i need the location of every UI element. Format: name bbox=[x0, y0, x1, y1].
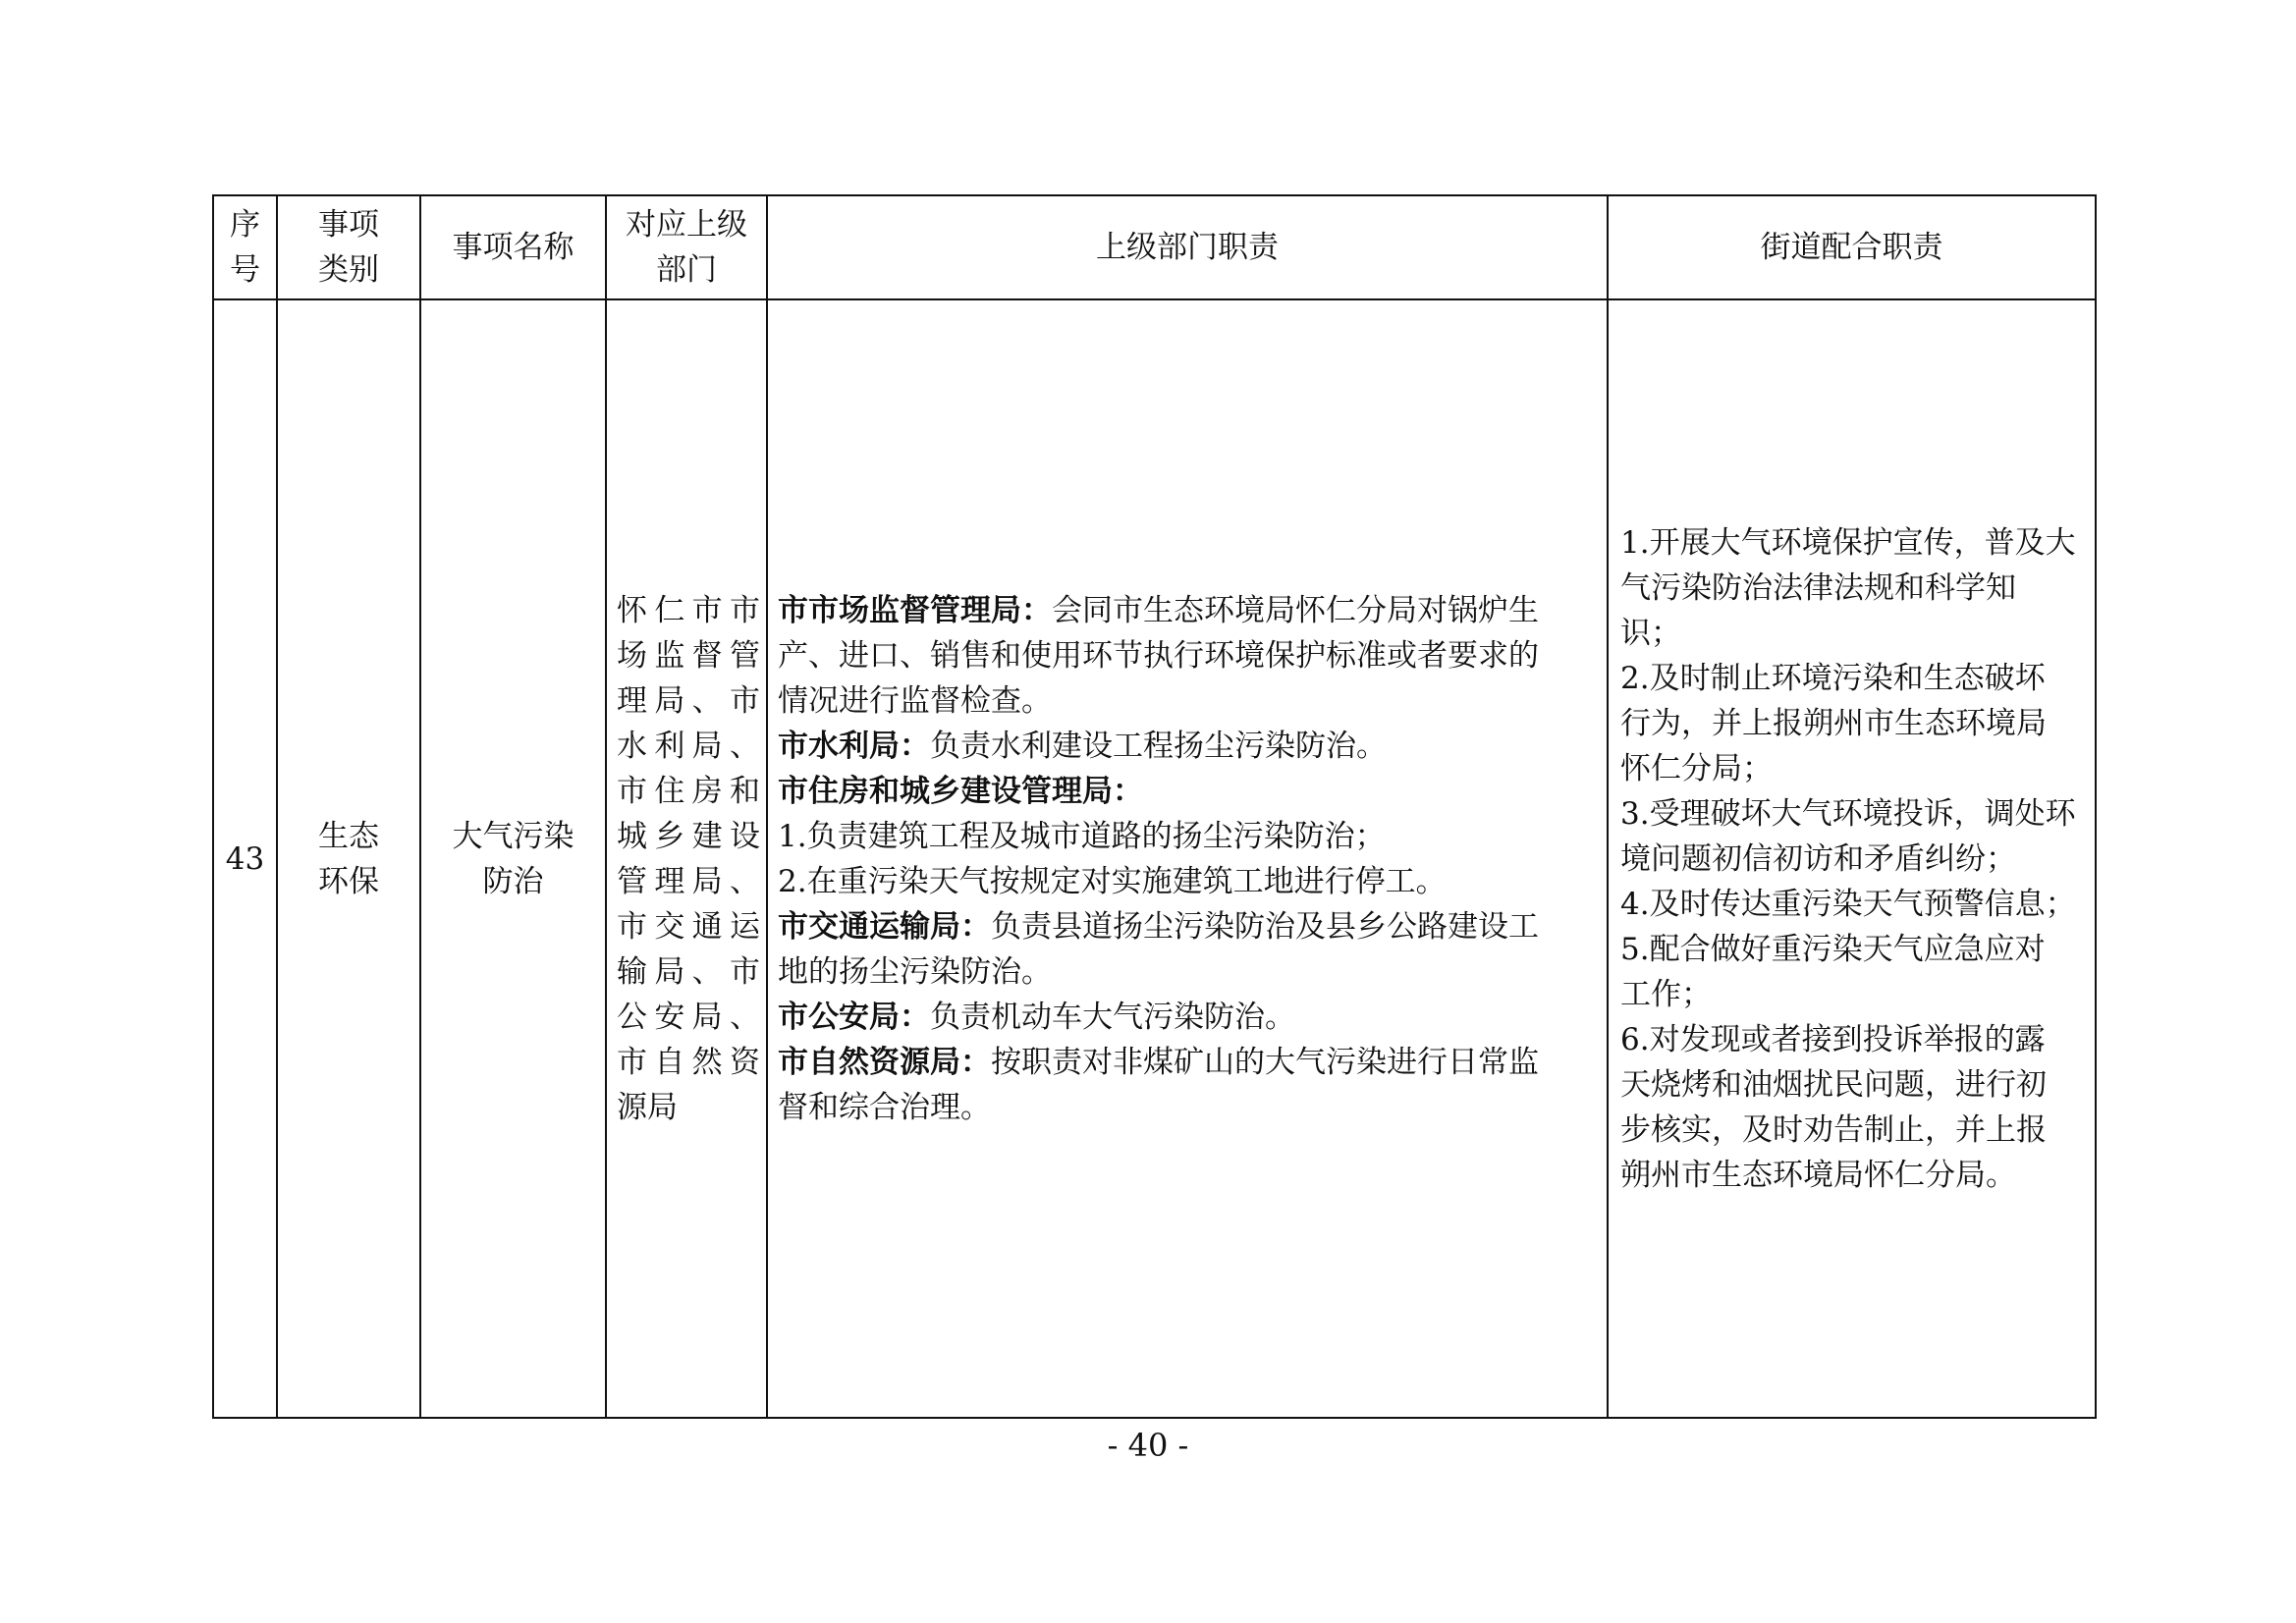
street-duty-line: 步核实，及时劝告制止，并上报 bbox=[1620, 1111, 2047, 1148]
cell-item-name: 大气污染 防治 bbox=[420, 299, 606, 1418]
duty-line: 情况进行监督检查。 bbox=[778, 682, 1052, 719]
header-superior-duty: 上级部门职责 bbox=[767, 195, 1608, 299]
street-duty-line: 怀仁分局； bbox=[1620, 750, 1773, 786]
dept-line: 场监督管 bbox=[617, 637, 760, 674]
street-duty-line: 3.受理破坏大气环境投诉，调处环 bbox=[1620, 795, 2076, 832]
street-duty-line: 工作； bbox=[1620, 976, 1712, 1012]
table-row bbox=[213, 299, 2096, 1418]
dept-line: 怀仁市市 bbox=[617, 592, 760, 628]
dept-line: 公安局、 bbox=[617, 999, 760, 1035]
cell-superior-dept bbox=[606, 299, 767, 1418]
duty-line bbox=[778, 769, 1597, 814]
cell-category: 生态 环保 bbox=[277, 299, 420, 1418]
cell-seq: 43 bbox=[213, 299, 277, 1418]
dept-line: 理局、市 bbox=[617, 682, 760, 719]
dept-line: 输局、市 bbox=[617, 953, 760, 990]
cell-superior-duty bbox=[767, 299, 1608, 1418]
street-duty-line: 6.对发现或者接到投诉举报的露 bbox=[1620, 1021, 2046, 1057]
dept-line: 市交通运 bbox=[617, 908, 760, 945]
duty-line: 地的扬尘污染防治。 bbox=[778, 953, 1052, 990]
dept-line: 城乡建设 bbox=[617, 818, 760, 854]
header-seq: 序 号 bbox=[213, 195, 277, 299]
street-duty-line: 1.开展大气环境保护宣传，普及大 bbox=[1620, 524, 2076, 561]
street-duty-line: 气污染防治法律法规和科学知 bbox=[1620, 569, 2016, 606]
dept-label: 市水利局： bbox=[778, 728, 930, 764]
dept-line: 市自然资 bbox=[617, 1044, 760, 1080]
duty-table bbox=[212, 194, 2097, 1419]
dept-label: 市交通运输局： bbox=[778, 908, 991, 945]
header-item-name: 事项名称 bbox=[420, 195, 606, 299]
duty-line: 市市场监督管理局：会同市生态环境局怀仁分局对锅炉生 bbox=[778, 592, 1539, 628]
table-header-row bbox=[213, 195, 2096, 299]
duty-line: 2.在重污染天气按规定对实施建筑工地进行停工。 bbox=[778, 863, 1447, 899]
dept-line: 源局 bbox=[617, 1089, 678, 1125]
cell-street-duty bbox=[1608, 299, 2096, 1418]
street-duty-line: 行为，并上报朔州市生态环境局 bbox=[1620, 705, 2047, 741]
header-category: 事项 类别 bbox=[277, 195, 420, 299]
street-duty-line: 境问题初信初访和矛盾纠纷； bbox=[1620, 840, 2016, 877]
duty-line: 督和综合治理。 bbox=[778, 1089, 991, 1125]
duty-line: 1.负责建筑工程及城市道路的扬尘污染防治； bbox=[778, 818, 1386, 854]
street-duty-line: 识； bbox=[1620, 615, 1681, 651]
dept-line: 水利局、 bbox=[617, 728, 760, 764]
dept-label: 市公安局： bbox=[778, 999, 930, 1035]
duty-line: 产、进口、销售和使用环节执行环境保护标准或者要求的 bbox=[778, 637, 1539, 674]
dept-line: 管理局、 bbox=[617, 863, 760, 899]
dept-label: 市住房和城乡建设管理局： bbox=[778, 773, 1143, 809]
duty-line: 市交通运输局：负责县道扬尘污染防治及县乡公路建设工 bbox=[778, 908, 1539, 945]
dept-label: 市市场监督管理局： bbox=[778, 592, 1052, 628]
dept-label: 市自然资源局： bbox=[778, 1044, 991, 1080]
duty-line: 市自然资源局：按职责对非煤矿山的大气污染进行日常监 bbox=[778, 1044, 1539, 1080]
duty-line: 市水利局：负责水利建设工程扬尘污染防治。 bbox=[778, 728, 1387, 764]
header-street-duty: 街道配合职责 bbox=[1608, 195, 2096, 299]
duty-line: 市公安局：负责机动车大气污染防治。 bbox=[778, 999, 1295, 1035]
header-superior-dept: 对应上级 部门 bbox=[606, 195, 767, 299]
street-duty-line: 4.及时传达重污染天气预警信息； bbox=[1620, 886, 2076, 922]
page-number: - 40 - bbox=[1107, 1427, 1189, 1464]
street-duty-line: 朔州市生态环境局怀仁分局。 bbox=[1620, 1157, 2016, 1193]
dept-line: 市住房和 bbox=[617, 773, 760, 809]
street-duty-line: 5.配合做好重污染天气应急应对 bbox=[1620, 931, 2046, 967]
street-duty-line: 天烧烤和油烟扰民问题，进行初 bbox=[1620, 1066, 2047, 1103]
street-duty-line: 2.及时制止环境污染和生态破坏 bbox=[1620, 660, 2046, 696]
